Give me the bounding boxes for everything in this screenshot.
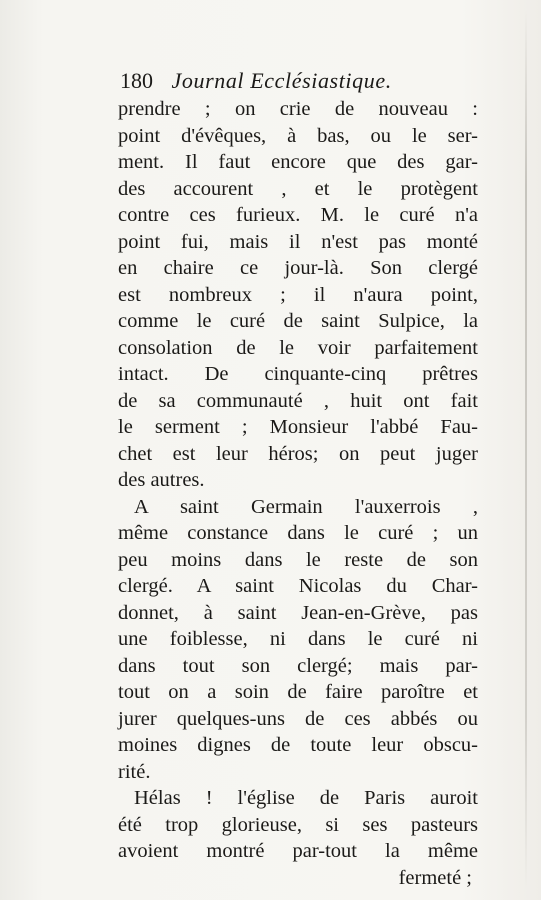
text-line: dans tout son clergé; mais par- [118,654,478,677]
text-line: donnet, à saint Jean-en-Grève, pas [118,601,478,624]
text-line: rité. [118,760,151,783]
body-text [118,96,478,891]
text-line: consolation de le voir parfaitement [118,336,478,359]
text-line: est nombreux ; il n'aura point, [118,283,478,306]
text-line: des accourent , et le protègent [118,177,478,200]
text-line: de sa communauté , huit ont fait [118,389,478,412]
text-line: intact. De cinquante-cinq prêtres [118,363,478,385]
text-line: A saint Germain l'auxerrois , [134,495,478,518]
text-line: prendre ; on crie de nouveau : [118,98,478,120]
text-line: été trop glorieuse, si ses pasteurs [118,813,478,836]
page-header [120,66,450,96]
text-line: point fui, mais il n'est pas monté [118,230,478,253]
text-line: le serment ; Monsieur l'abbé Fau- [118,416,478,438]
running-title: Journal Ecclésiastique. [171,68,392,93]
text-line: ment. Il faut encore que des gar- [118,151,478,173]
text-line: peu moins dans le reste de son [118,548,478,571]
page-number: 180 [120,68,153,93]
text-line: contre ces furieux. M. le curé n'a [118,204,478,226]
text-line: même constance dans le curé ; un [118,522,478,544]
text-line: une foiblesse, ni dans le curé ni [118,628,478,650]
page-edge-shadow [525,10,527,890]
text-line: comme le curé de saint Sulpice, la [118,310,478,332]
text-line: Hélas ! l'église de Paris auroit [134,787,478,809]
text-line: jurer quelques-uns de ces abbés ou [118,707,478,730]
text-line: chet est leur héros; on peut juger [118,442,478,465]
text-line: avoient montré par-tout la même [118,840,478,862]
text-line: en chaire ce jour-là. Son clergé [118,257,478,279]
text-line: point d'évêques, à bas, ou le ser- [118,124,478,147]
text-line: clergé. A saint Nicolas du Char- [118,575,478,597]
text-line: tout on a soin de faire paroître et [118,681,478,703]
catchword: fermeté ; [398,866,472,889]
text-line: moines dignes de toute leur obscu- [118,734,478,756]
text-line: des autres. [118,469,205,491]
